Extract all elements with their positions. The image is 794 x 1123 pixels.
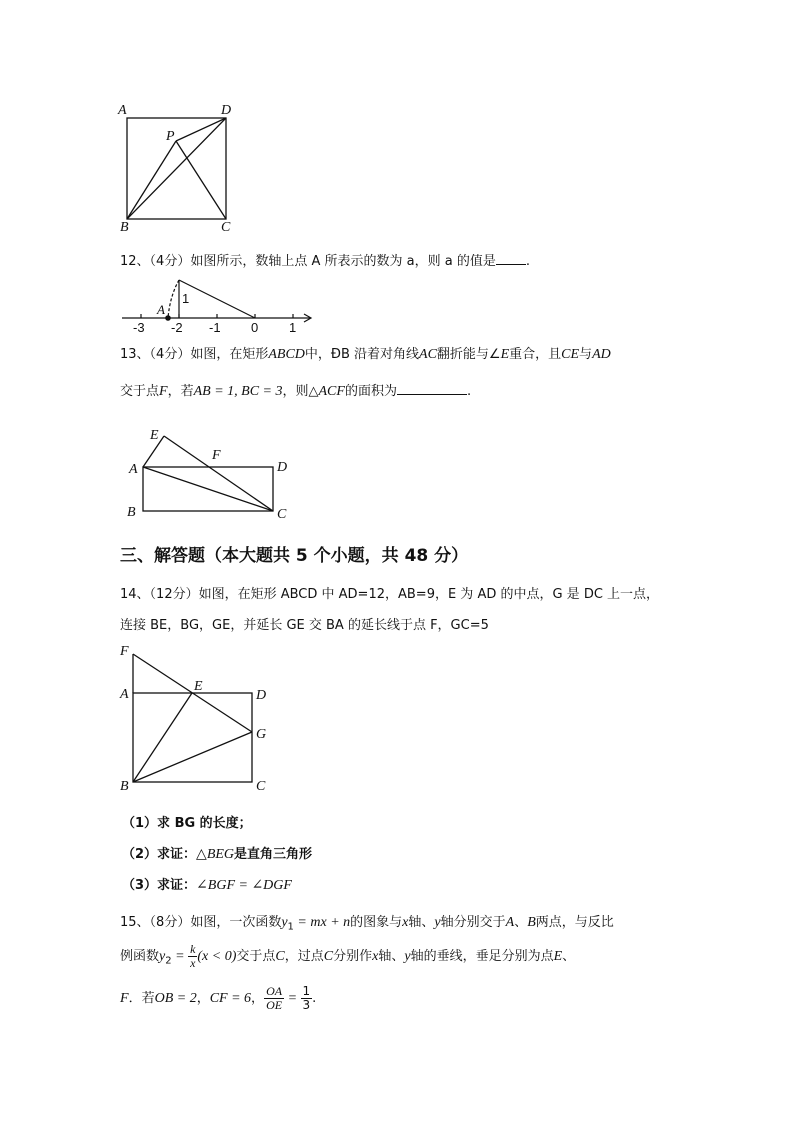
- label-C: C: [221, 220, 231, 235]
- label-G-14: G: [256, 727, 267, 742]
- label-A-14: A: [120, 687, 129, 702]
- question-14-sub1: （1）求 BG 的长度；: [122, 816, 252, 831]
- label-D: D: [221, 103, 232, 118]
- one-third-fraction: $\frac{1}{3}$: [302, 984, 311, 1012]
- point-A-label: A: [157, 302, 165, 317]
- label-B: B: [120, 220, 129, 235]
- question-15-line1: 15、（8分）如图，一次函数$y_1$ = mx + n的图象与x轴、y轴分别交于A、B两点，与反比: [120, 915, 614, 933]
- k-over-x-fraction: $\frac{k}{x}$: [190, 942, 196, 970]
- q12-text: 如图所示，数轴上点 A 所表示的数为 a，则 a 的值是: [190, 254, 496, 269]
- height-label: 1: [182, 291, 190, 306]
- section-3-heading: 三、解答题（本大题共 5 个小题，共 48 分）: [120, 546, 469, 566]
- question-14-sub3: （3）求证：∠BGF = ∠DGF: [122, 878, 292, 893]
- label-A-13: A: [129, 462, 138, 477]
- label-P: P: [166, 129, 175, 144]
- tick-label-1: 1: [289, 320, 297, 335]
- question-13-line1: 13、（4分）如图，在矩形ABCD中，ÐB 沿着对角线AC翻折能与∠E重合，且CE与AD: [120, 347, 611, 362]
- label-E-14: E: [194, 679, 203, 694]
- label-A: A: [118, 103, 127, 118]
- label-E-13: E: [150, 428, 159, 443]
- label-C-14: C: [256, 779, 266, 794]
- question-15-line3: F．若OB = 2，CF = 6， $\frac{OA}{OE}$ = $\frac{1}{3}$ .: [120, 984, 317, 1012]
- question-14-line2: 连接 BE，BG，GE，并延长 GE 交 BA 的延长线于点 F，GC=5: [120, 618, 489, 633]
- q12-number: 12、: [120, 254, 150, 269]
- label-B-13: B: [127, 505, 136, 520]
- label-F-13: F: [212, 448, 221, 463]
- oa-over-oe-fraction: $\frac{OA}{OE}$: [266, 984, 283, 1012]
- label-F-14: F: [120, 644, 129, 659]
- tick-label-neg2: -2: [171, 320, 183, 335]
- q12-score: （4分）: [149, 254, 191, 269]
- label-D-14: D: [256, 688, 267, 703]
- label-B-14: B: [120, 779, 129, 794]
- question-12: 12、（4分）如图所示，数轴上点 A 所表示的数为 a，则 a 的值是 .: [120, 254, 530, 269]
- tick-label-neg3: -3: [133, 320, 145, 335]
- label-D-13: D: [277, 460, 288, 475]
- question-14-sub2: （2）求证：△BEG是直角三角形: [122, 847, 313, 862]
- question-14-line1: 14、（12分）如图，在矩形 ABCD 中 AD=12，AB=9，E 为 AD 的中点，G 是 DC 上一点，: [120, 587, 660, 602]
- question-15-line2: 例函数$y_2$ = $\frac{k}{x}$ (x < 0)交于点C，过点C分别作x轴、y轴的垂线，垂足分别为点E、: [120, 942, 576, 970]
- label-C-13: C: [277, 507, 287, 522]
- question-13-line2: 交于点F，若AB = 1, BC = 3，则△ACF的面积为 .: [120, 384, 472, 399]
- tick-label-0: 0: [251, 320, 259, 335]
- rectangle-abcd-14: [133, 693, 252, 782]
- tick-label-neg1: -1: [209, 320, 221, 335]
